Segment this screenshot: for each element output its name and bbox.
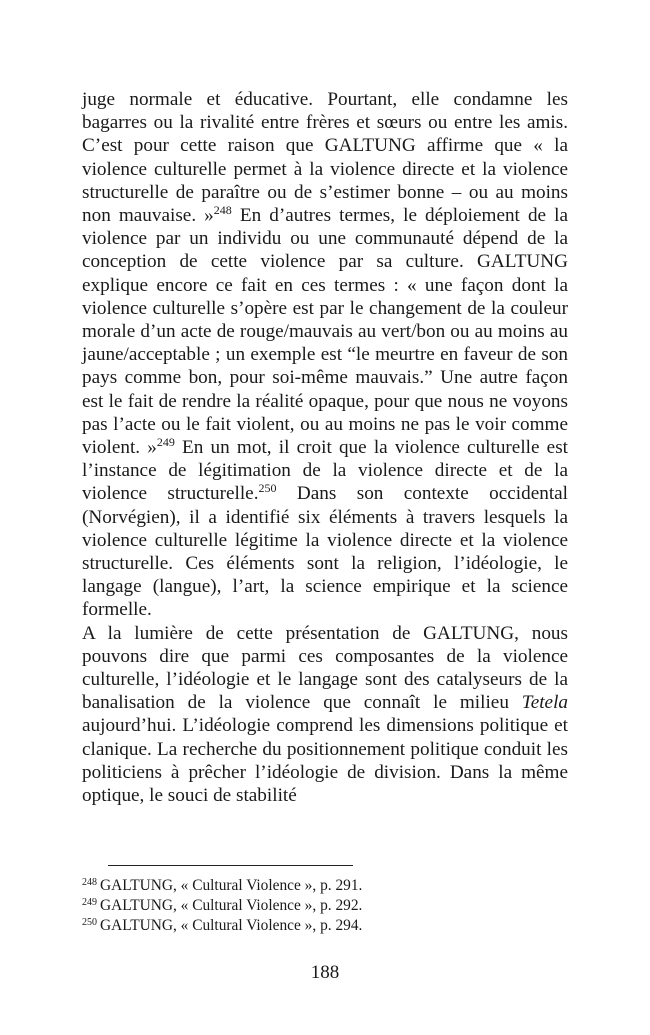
footnote-ref-248[interactable]: 248 [213,203,232,218]
footnote-250 [82,916,568,936]
footnote-separator [108,865,353,866]
paragraph [82,88,568,622]
footnote-text: GALTUNG, « Cultural Violence », p. 292. [100,897,363,914]
footnote-ref-249[interactable]: 249 [156,435,175,450]
footnote-number: 248 [82,877,97,888]
text-segment: A la lumière de cette présentation de GALTUNG, nous pouvons dire que parmi ces composantes de la violence culturelle, l’idéologie et le langage sont des catalyseurs de la banalisation de la violence que connaît le milieu [82,622,568,714]
paragraph [82,622,568,808]
footnote-ref-250[interactable]: 250 [258,481,277,496]
italic-term: Tetela [521,692,568,714]
main-text [82,88,568,807]
footnote-text: GALTUNG, « Cultural Violence », p. 291. [100,877,363,894]
text-segment: En d’autres termes, le déploiement de la violence par un individu ou une communauté dépend de la conception de cette violence par sa culture. GALTUNG explique encore ce fait en ces termes : « une façon dont la violence culturelle s’opère est par le changement de la couleur morale d’un acte de rouge/mauvais au vert/bon ou au moins au jaune/acceptable ; un exemple est “le meurtre en faveur de son pays comme bon, pour soi-même mauvais.” Une autre façon est le fait de rendre la réalité opaque, pour que nous ne voyons pas l’acte ou le fait violent, ou au moins ne pas le voir comme violent. » [82,205,568,459]
footnote-text: GALTUNG, « Cultural Violence », p. 294. [100,917,363,934]
text-segment: En un mot, il croit que la violence culturelle est l’instance de légitimation de la violence directe et de la violence structurelle. [82,437,568,505]
footnote-248 [82,876,568,896]
text-segment: juge normale et éducative. Pourtant, elle condamne les bagarres ou la rivalité entre frères et sœurs ou entre les amis. C’est pour cette raison que GALTUNG affirme que « la violence culturelle permet à la violence directe et la violence structurelle de paraître ou de s’estimer bonne – ou au moins non mauvaise. » [82,89,568,227]
footnote-249 [82,896,568,916]
footnotes [82,876,568,936]
text-segment: aujourd’hui. L’idéologie comprend les dimensions politique et clanique. La recherche du positionnement politique conduit les politiciens à prêcher l’idéologie de division. Dans la même optique, le souci de stabilité [82,715,568,807]
footnote-number: 250 [82,917,97,928]
text-segment: Dans son contexte occidental (Norvégien), il a identifié six éléments à travers lesquels la violence culturelle légitime la violence directe et la violence structurelle. Ces éléments sont la religion, l’idéologie, le langage (langue), l’art, la science empirique et la science formelle. [82,483,568,621]
page-number: 188 [310,962,340,983]
footnote-number: 249 [82,897,97,908]
